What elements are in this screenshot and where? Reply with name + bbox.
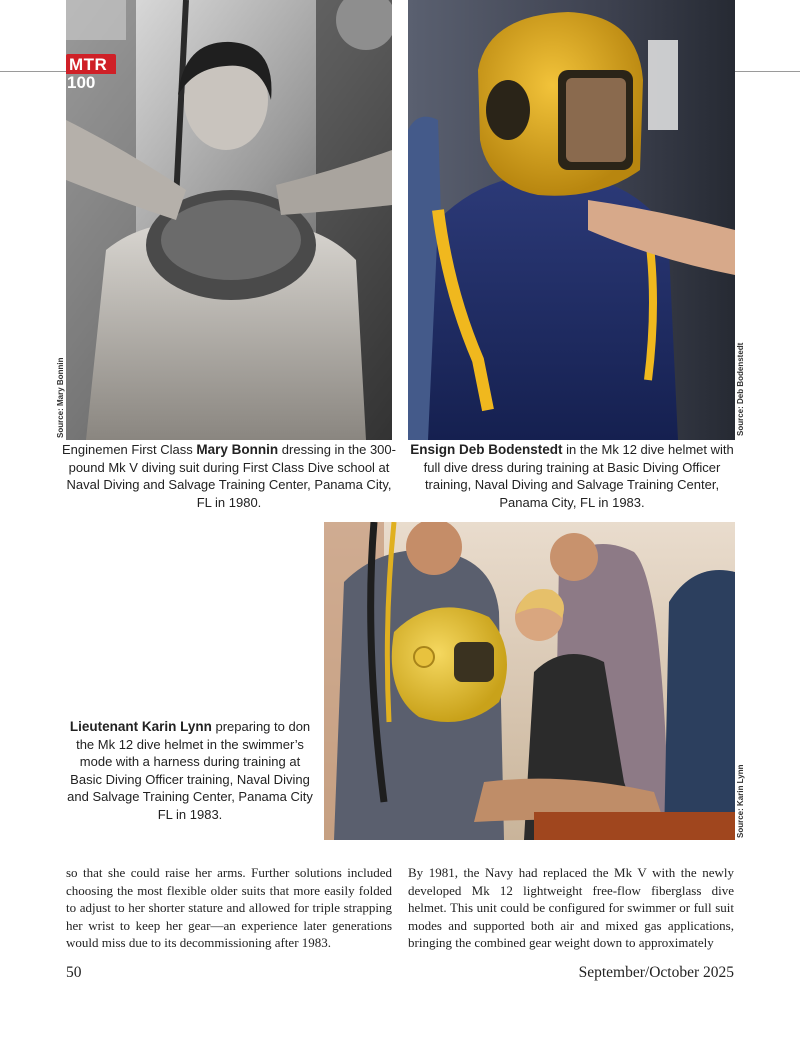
caption-text: in the Mk 12 dive helmet with full dive dress during training at Basic Diving Officer training, Naval Diving and Salvage Training Center, Panama City, FL in 1983. <box>423 442 734 510</box>
mtr-anniversary-number: 100 <box>67 73 96 92</box>
caption-text: Enginemen First Class <box>62 442 197 457</box>
caption-subject-name: Lieutenant Karin Lynn <box>69 719 212 734</box>
photo-credit: Source: Deb Bodenstedt <box>736 342 745 436</box>
header-rule-left <box>0 71 66 72</box>
caption-subject-name: Ensign Deb Bodenstedt <box>410 442 563 457</box>
header-rule-right <box>735 71 800 72</box>
issue-date: September/October 2025 <box>578 964 734 981</box>
mtr-100-badge <box>66 54 116 92</box>
mtr-brand: MTR <box>66 54 116 74</box>
photo-caption <box>62 441 396 511</box>
body-text-column-left: so that she could raise her arms. Further solutions included choosing the most flexible older suits that more easily folded to adjust to her shorter stature and allowed for triple strapping her wrist to keep her gear—an experience later generations would miss due to its decommissioning after 1983. <box>66 865 392 951</box>
karin-lynn-photo <box>324 522 735 840</box>
photo-credit: Source: Karin Lynn <box>736 764 745 838</box>
caption-subject-name: Mary Bonnin <box>196 442 279 457</box>
photo-caption <box>64 718 316 823</box>
photo-credit: Source: Mary Bonnin <box>56 357 65 438</box>
caption-text: preparing to don the Mk 12 dive helmet in the swimmer’s mode with a harness during training at Basic Diving Officer training, Naval Diving and Salvage Training Center, Panama City FL in 1983. <box>67 719 313 822</box>
caption-text: dressing in the 300-pound Mk V diving suit during First Class Dive school at Naval Diving and Salvage Training Center, Panama City, FL in 1980. <box>66 442 396 510</box>
photo-caption <box>406 441 738 511</box>
page-number: 50 <box>66 964 82 981</box>
body-text-column-right: By 1981, the Navy had replaced the Mk V with the newly developed Mk 12 lightweight free-flow fiberglass dive helmet. This unit could be configured for swimmer or full suit modes and supported both air and mixed gas applications, bringing the combined gear weight down to approximately <box>408 865 734 951</box>
deb-bodenstedt-photo <box>408 0 735 440</box>
